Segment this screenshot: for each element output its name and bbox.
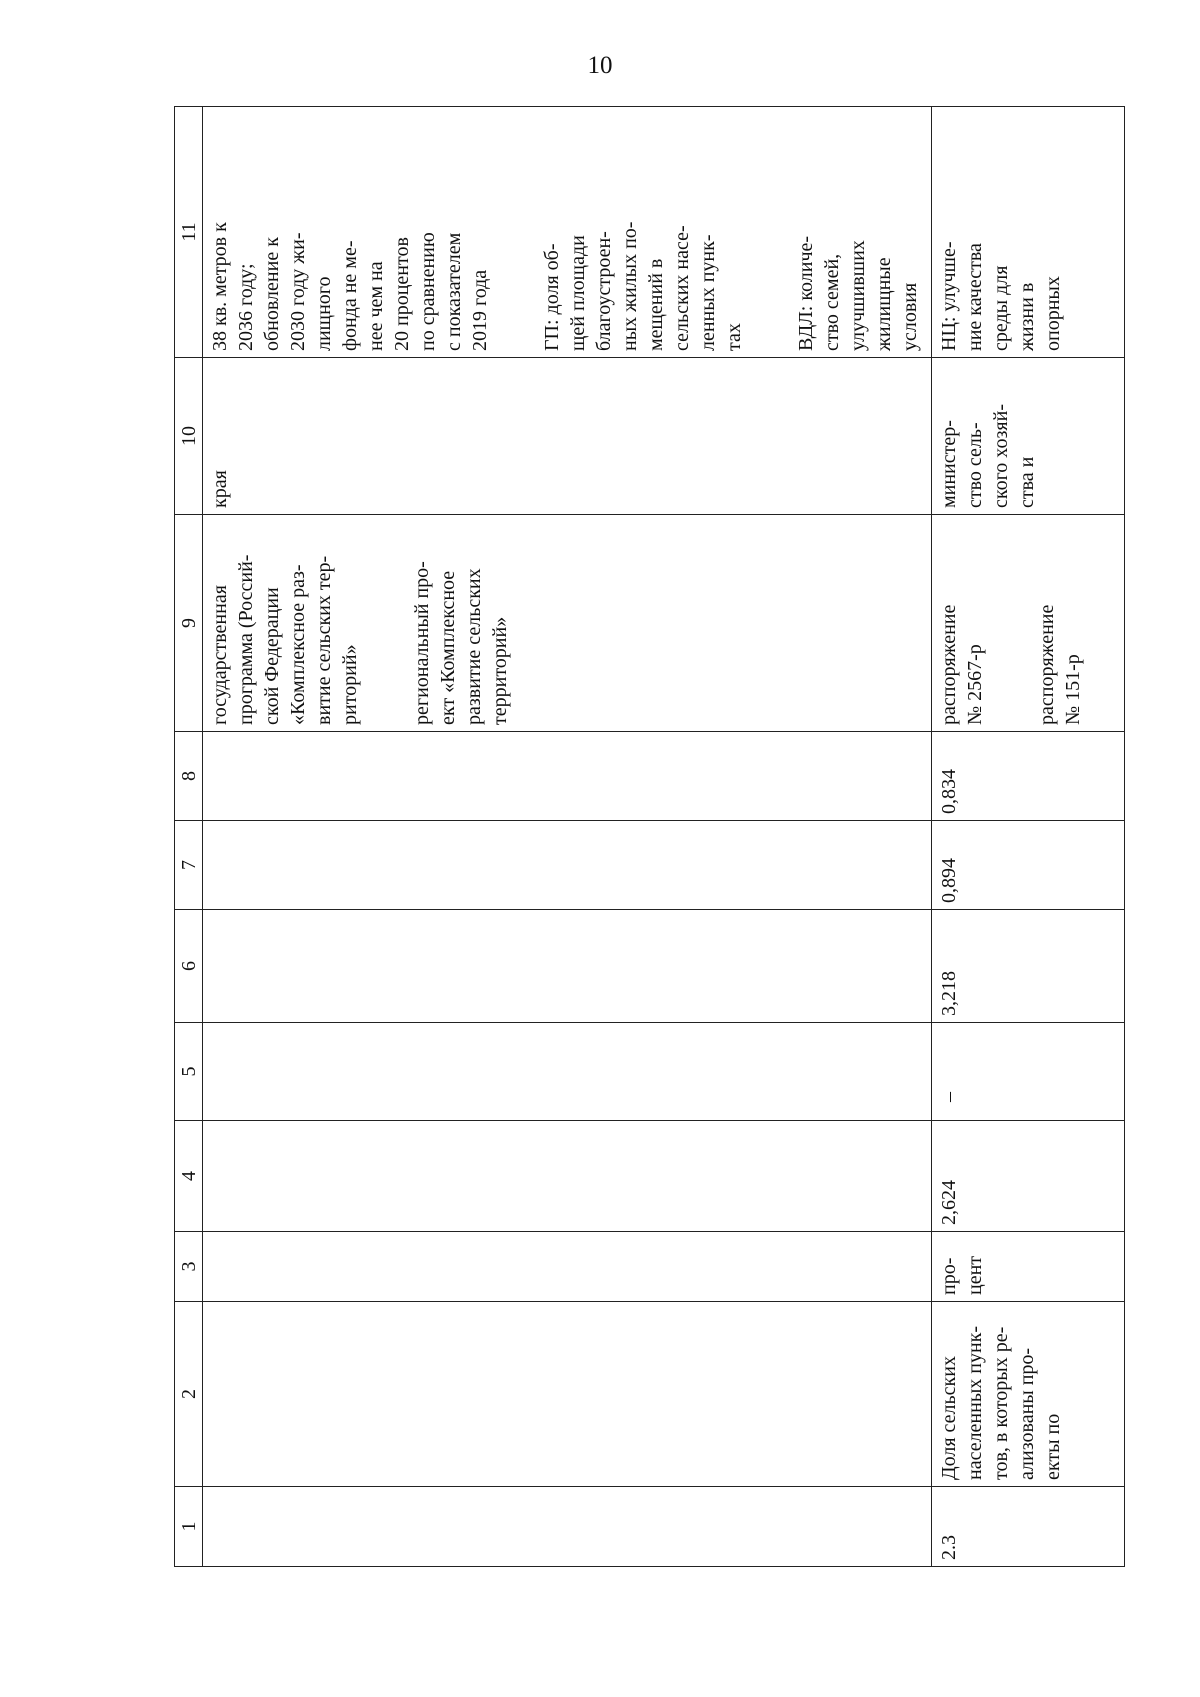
header-col-2: 2 [175,1302,203,1487]
cell-empty [203,1232,932,1302]
order-151-text: распоряжение № 151-р [1036,604,1084,725]
cell-empty [203,1023,932,1121]
cell-empty [203,1121,932,1232]
header-col-8: 8 [175,732,203,821]
order-2567-text: распоряжение № 2567-р [938,604,986,725]
vdl-indicator-text: ВДЛ: количе- ство семей, улучшивших жилищные условия [795,235,921,351]
rotated-table-container [174,107,1119,1567]
cell-empty [203,1302,932,1487]
header-col-5: 5 [175,1023,203,1121]
indicator-name: Доля сельских населенных пунк- тов, в которых ре- ализованы про- екты по [932,1302,1125,1487]
national-goal-text: НЦ: улучше- ние качества среды для жизни в опорных [932,107,1125,358]
cell-empty [203,732,932,821]
header-col-6: 6 [175,910,203,1023]
value-col-7: 0,894 [932,821,1125,910]
cell-programs [203,515,932,732]
row-number: 2.3 [932,1487,1125,1567]
value-col-8: 0,834 [932,732,1125,821]
cell-empty [203,821,932,910]
table-row-2-3 [932,107,1125,1567]
header-col-3: 3 [175,1232,203,1302]
cell-targets [203,107,932,358]
cell-documents [932,515,1125,732]
header-col-4: 4 [175,1121,203,1232]
executor-text: края [209,470,231,508]
gp-indicator-text: ГП: доля об- щей площади благоустроен- ных жилых по- мещений в сельских насе- ленных пунк- тах [541,221,745,351]
page-number: 10 [587,52,613,79]
target-text: 38 кв. метров к 2036 году; обновление к 2030 году жи- лищного фонда не ме- нее чем на 20 процентов по сравнению с показателем 2019 года [209,222,491,351]
table-row-continued [203,107,932,1567]
responsible-ministry: министер- ство сель- ского хозяй- ства и [932,358,1125,515]
regional-project-text: региональный про- ект «Комплексное развитие сельских территорий» [411,561,511,725]
indicators-table [174,106,1125,1567]
header-col-11: 11 [175,107,203,358]
cell-executor [203,358,932,515]
cell-empty [203,1487,932,1567]
header-col-9: 9 [175,515,203,732]
unit-of-measure: про- цент [932,1232,1125,1302]
value-col-5: – [932,1023,1125,1121]
header-col-7: 7 [175,821,203,910]
header-col-10: 10 [175,358,203,515]
column-numbers-row [175,107,203,1567]
value-col-6: 3,218 [932,910,1125,1023]
cell-empty [203,910,932,1023]
value-col-4: 2,624 [932,1121,1125,1232]
state-program-text: государственная программа (Россий- ской Федерации «Комплексное раз- витие сельских тер- риторий» [209,554,361,725]
header-col-1: 1 [175,1487,203,1567]
